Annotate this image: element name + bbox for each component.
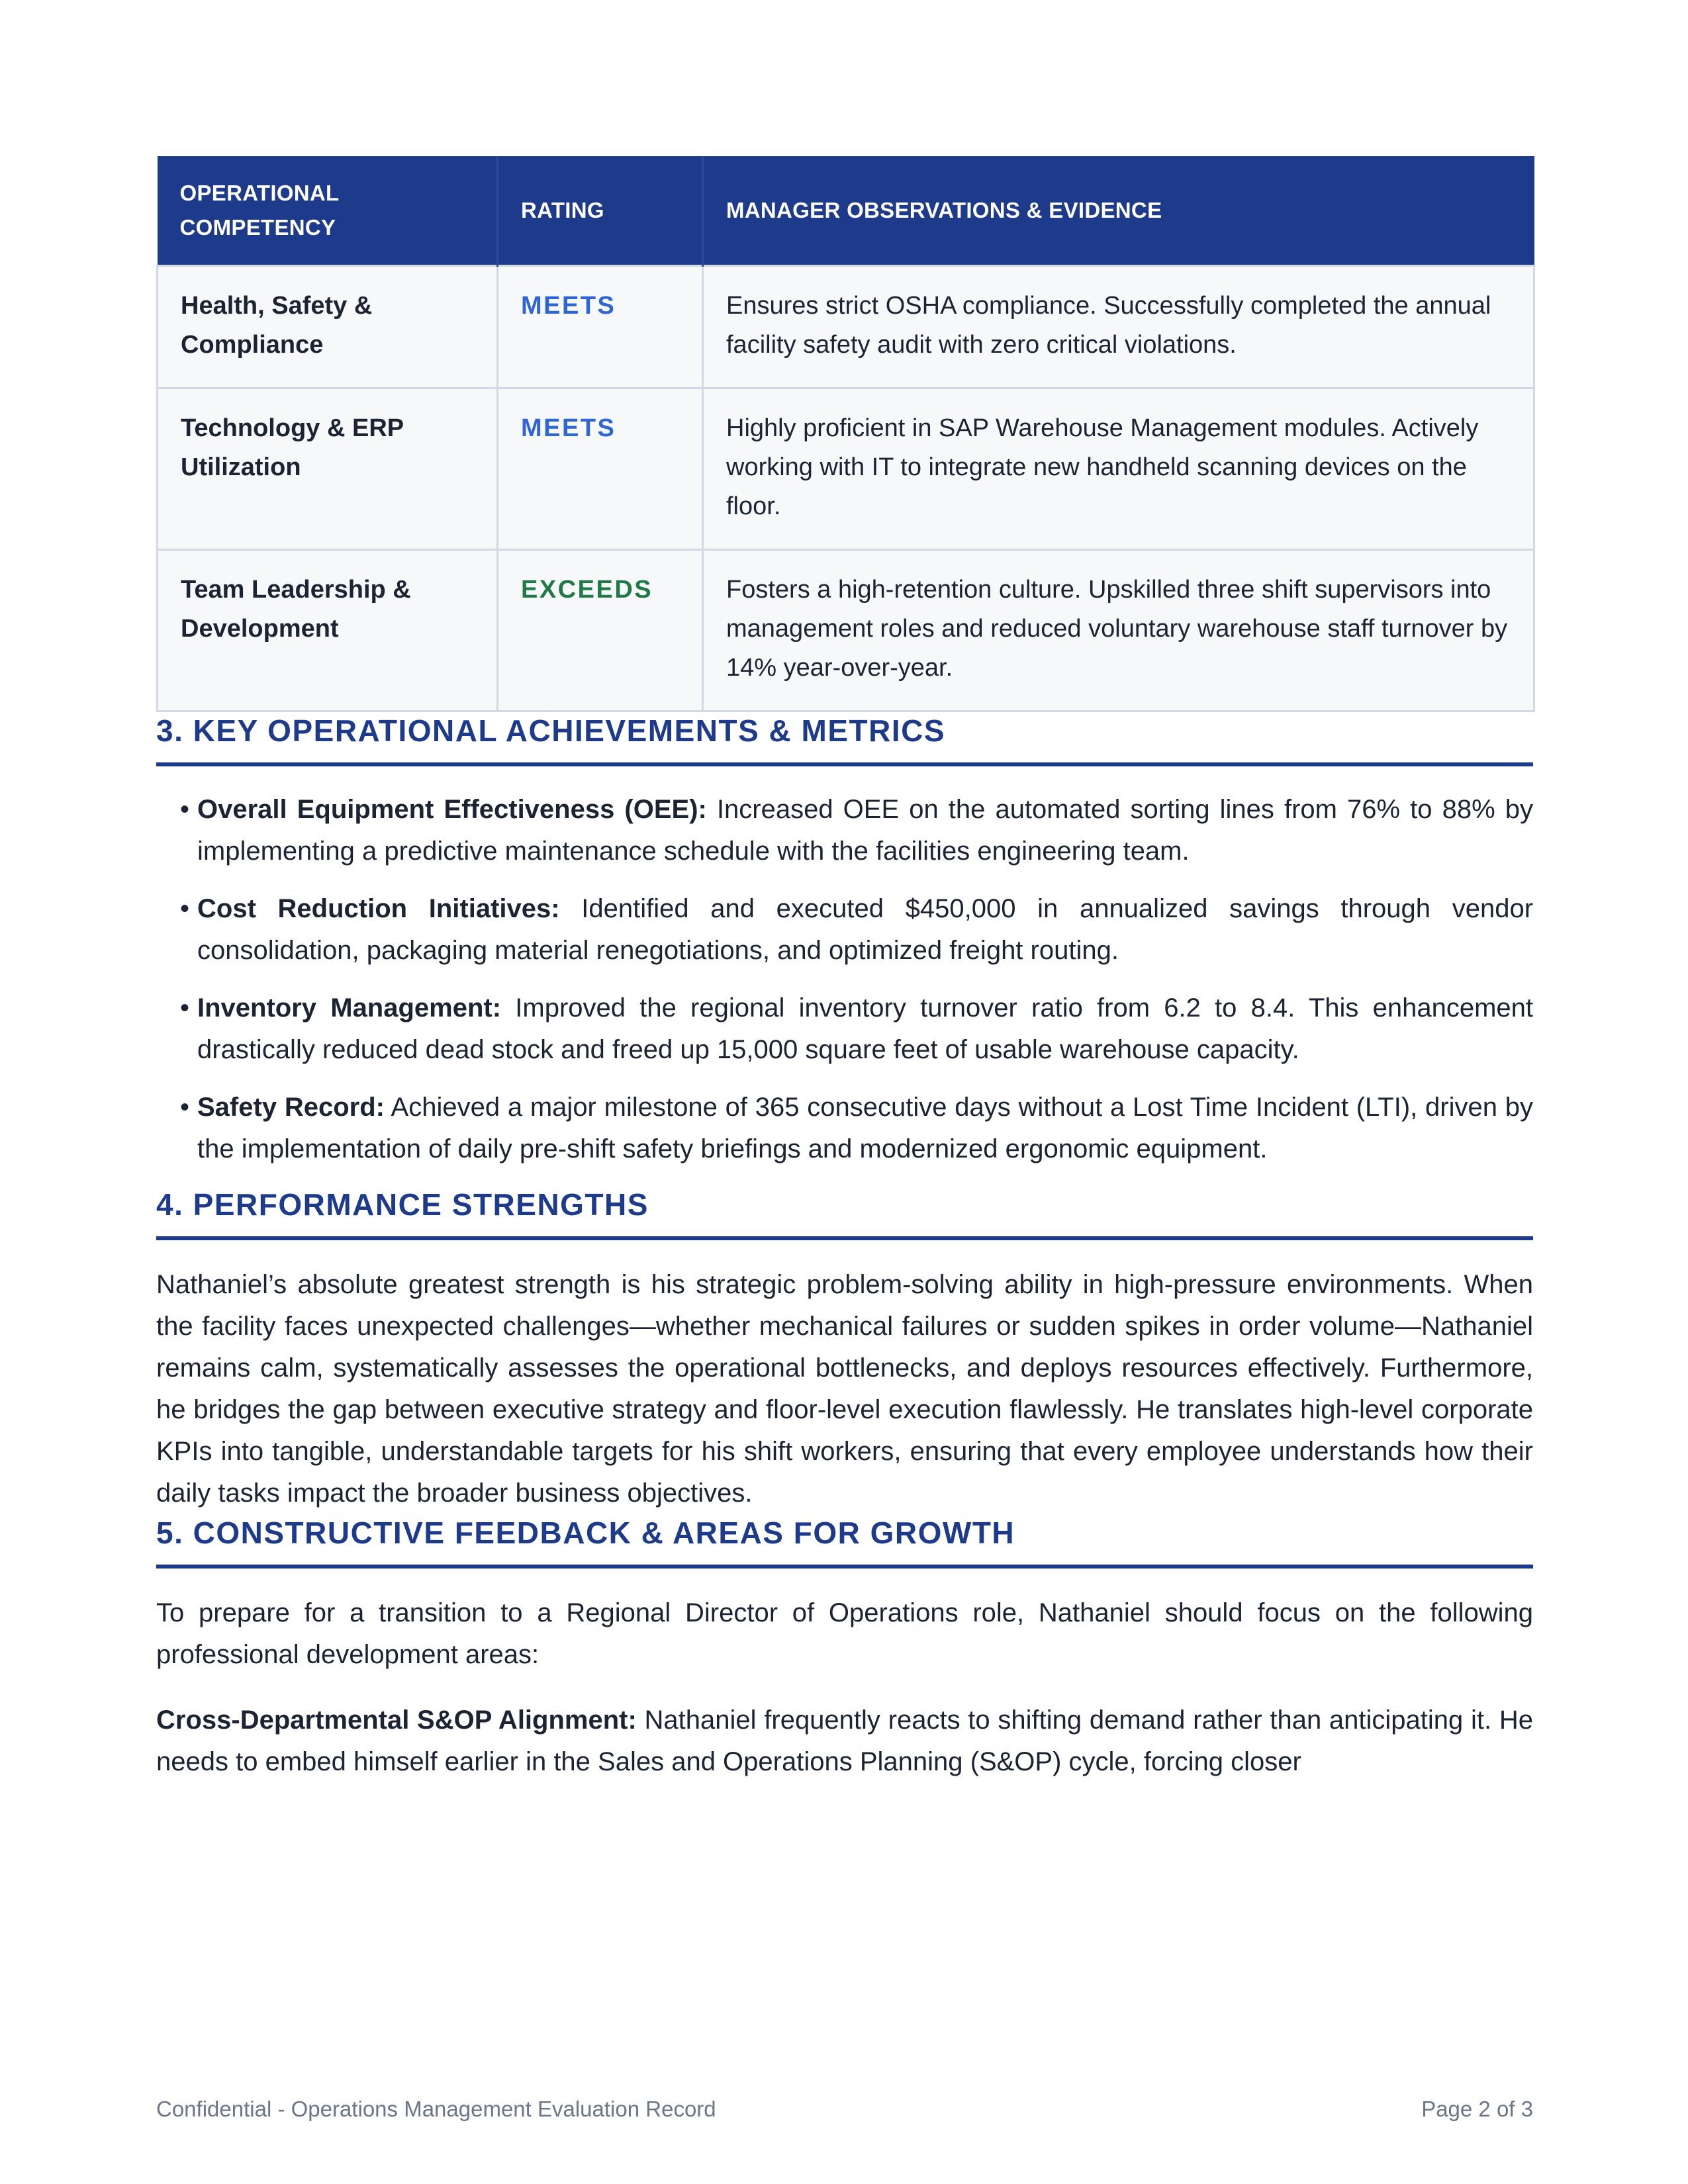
table-header-row — [158, 156, 1534, 266]
achievement-text: Increased OEE on the automated sorting lines from 76% to 88% by implementing a predictive maintenance schedule with the facilities engineering team. — [197, 795, 1533, 866]
section-heading-achievements: 3. KEY OPERATIONAL ACHIEVEMENTS & METRICS — [156, 712, 1533, 766]
section-heading-strengths: 4. PERFORMANCE STRENGTHS — [156, 1186, 1533, 1240]
table-row — [158, 388, 1534, 550]
section-heading-feedback: 5. CONSTRUCTIVE FEEDBACK & AREAS FOR GROWTH — [156, 1514, 1533, 1569]
achievements-list — [156, 789, 1533, 1170]
feedback-intro-paragraph: To prepare for a transition to a Regional Director of Operations role, Nathaniel should focus on the following professional development areas: — [156, 1598, 1533, 1669]
column-header-observations: MANAGER OBSERVATIONS & EVIDENCE — [703, 156, 1534, 266]
achievement-text: Improved the regional inventory turnover ratio from 6.2 to 8.4. This enhancement drastically reduced dead stock and freed up 15,000 square feet of usable warehouse capacity. — [197, 993, 1533, 1064]
rating-value: MEETS — [498, 266, 703, 388]
column-header-competency: OPERATIONAL COMPETENCY — [158, 156, 498, 266]
column-header-rating: RATING — [498, 156, 703, 266]
page-number: Page 2 of 3 — [1421, 2097, 1533, 2121]
strengths-paragraph: Nathaniel’s absolute greatest strength is his strategic problem-solving ability in high-pressure environments. When the facility faces unexpected challenges—whether mechanical failures or sudden spikes in order volume—Nathaniel remains calm, systematically assesses the operational bottlenecks, and deploys resources effectively. Furthermore, he bridges the gap between executive strategy and floor-level execution flawlessly. He translates high-level corporate KPIs into tangible, understandable targets for his shift workers, ensuring that every employee understands how their daily tasks impact the broader business objectives. — [156, 1270, 1533, 1508]
feedback-item-label: Cross-Departmental S&OP Alignment: — [156, 1706, 637, 1735]
observation-text: Fosters a high-retention culture. Upskilled three shift supervisors into management roles and reduced voluntary warehouse staff turnover by 14% year-over-year. — [703, 550, 1534, 711]
list-item — [180, 789, 1533, 872]
table-row — [158, 266, 1534, 388]
achievement-label: Safety Record: — [197, 1093, 385, 1122]
feedback-item-paragraph — [156, 1700, 1533, 1783]
list-item — [180, 1087, 1533, 1170]
rating-value: EXCEEDS — [498, 550, 703, 711]
observation-text: Ensures strict OSHA compliance. Successfully completed the annual facility safety audit with zero critical violations. — [703, 266, 1534, 388]
document-page — [156, 156, 1533, 1783]
achievement-label: Cost Reduction Initiatives: — [197, 894, 560, 923]
list-item — [180, 888, 1533, 972]
achievement-label: Inventory Management: — [197, 993, 502, 1023]
rating-value: MEETS — [498, 388, 703, 550]
page-footer — [156, 2097, 1533, 2122]
competency-table — [156, 156, 1535, 712]
competency-name: Technology & ERP Utilization — [158, 388, 498, 550]
table-row — [158, 550, 1534, 711]
achievement-label: Overall Equipment Effectiveness (OEE): — [197, 795, 707, 824]
observation-text: Highly proficient in SAP Warehouse Management modules. Actively working with IT to integrate new handheld scanning devices on the floor. — [703, 388, 1534, 550]
competency-name: Health, Safety & Compliance — [158, 266, 498, 388]
list-item — [180, 987, 1533, 1071]
competency-name: Team Leadership & Development — [158, 550, 498, 711]
achievement-text: Identified and executed $450,000 in annualized savings through vendor consolidation, packaging material renegotiations, and optimized freight routing. — [197, 894, 1534, 965]
achievement-text: Achieved a major milestone of 365 consecutive days without a Lost Time Incident (LTI), driven by the implementation of daily pre-shift safety briefings and modernized ergonomic equipment. — [197, 1093, 1533, 1163]
footer-confidential-text: Confidential - Operations Management Evaluation Record — [156, 2097, 716, 2121]
feedback-item-text: Nathaniel frequently reacts to shifting demand rather than anticipating it. He needs to embed himself earlier in the Sales and Operations Planning (S&OP) cycle, forcing closer — [156, 1706, 1533, 1776]
